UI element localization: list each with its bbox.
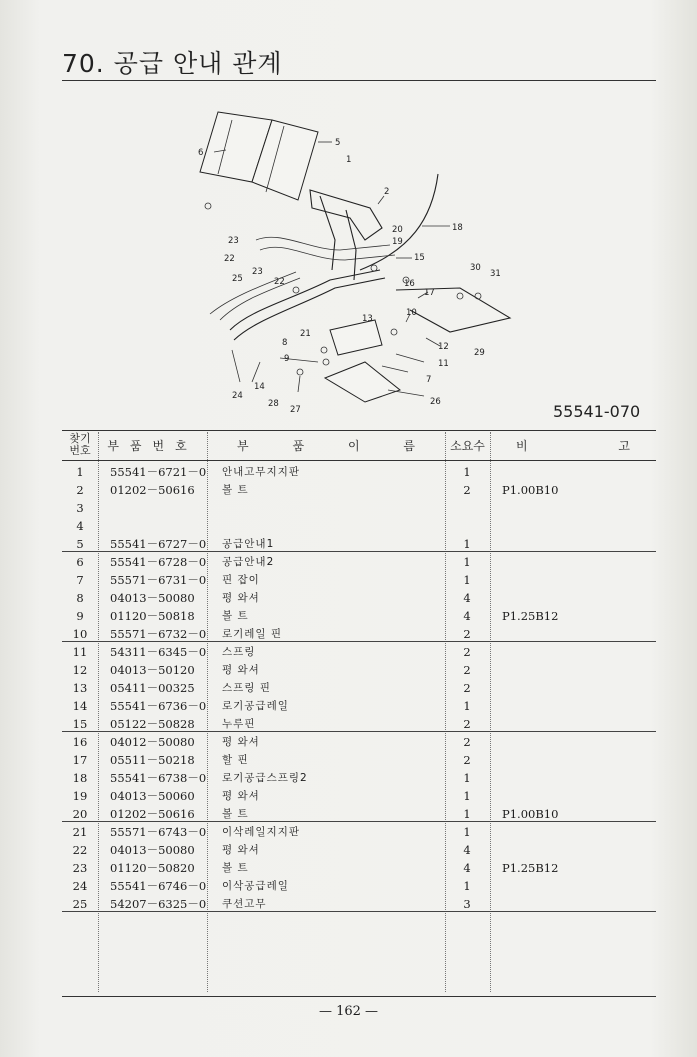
qty-cell: 1 bbox=[463, 555, 471, 569]
part-number-cell: 05411－00325 bbox=[110, 681, 195, 695]
cushion-plate-26 bbox=[325, 362, 400, 402]
ref-no-cell: 8 bbox=[76, 591, 84, 605]
ref-no-cell: 20 bbox=[72, 807, 88, 821]
parts-table bbox=[62, 430, 656, 992]
footer-rule bbox=[62, 996, 656, 997]
part-number-cell: 01202－50616 bbox=[110, 483, 195, 497]
callout-5: 5 bbox=[335, 138, 341, 148]
part-number-cell: 55571－6731－0 bbox=[110, 573, 207, 587]
ref-no-cell: 7 bbox=[76, 573, 84, 587]
part-name-cell: 핀 잡이 bbox=[222, 574, 260, 586]
ref-no-cell: 22 bbox=[72, 843, 88, 857]
ref-no-cell: 9 bbox=[76, 609, 84, 623]
part-name-cell: 쿠션고무 bbox=[222, 898, 267, 910]
callout-30: 30 bbox=[470, 263, 481, 273]
callout-17: 17 bbox=[424, 288, 435, 298]
part-name-cell: 평 와셔 bbox=[222, 592, 260, 604]
ref-no-cell: 14 bbox=[72, 699, 88, 713]
part-name-cell: 스프링 핀 bbox=[222, 682, 271, 694]
table-row bbox=[62, 787, 656, 805]
callout-27: 27 bbox=[290, 405, 301, 415]
part-name-cell: 로기레일 핀 bbox=[222, 628, 283, 640]
ref-no-cell: 5 bbox=[76, 537, 84, 551]
qty-cell: 1 bbox=[463, 825, 471, 839]
qty-cell: 2 bbox=[463, 681, 471, 695]
part-name-cell: 평 와셔 bbox=[222, 844, 260, 856]
ref-no-cell: 2 bbox=[76, 483, 84, 497]
callout-14: 14 bbox=[254, 382, 265, 392]
callout-23b: 23 bbox=[252, 267, 263, 277]
ref-no-cell: 21 bbox=[72, 825, 88, 839]
part-name-cell: 볼 트 bbox=[222, 484, 249, 496]
qty-cell: 1 bbox=[463, 879, 471, 893]
part-number-cell: 55571－6743－0 bbox=[110, 825, 207, 839]
support-plate-13 bbox=[330, 320, 382, 355]
callout-31: 31 bbox=[490, 269, 501, 279]
part-name-cell: 평 와셔 bbox=[222, 790, 260, 802]
table-header-rule bbox=[62, 460, 656, 461]
table-row bbox=[62, 553, 656, 571]
callout-22b: 22 bbox=[274, 277, 285, 287]
part-number-cell: 55541－6736－0 bbox=[110, 699, 207, 713]
remark-cell: P1.00B10 bbox=[502, 807, 559, 821]
part-number-cell: 05511－50218 bbox=[110, 753, 195, 767]
callout-24: 24 bbox=[232, 391, 243, 401]
part-name-cell: 스프링 bbox=[222, 646, 256, 658]
part-number-cell: 54207－6325－0 bbox=[110, 897, 207, 911]
table-row bbox=[62, 877, 656, 895]
callout-21: 21 bbox=[300, 329, 311, 339]
part-number-cell: 55541－6727－0 bbox=[110, 537, 207, 551]
qty-cell: 2 bbox=[463, 483, 471, 497]
part-name-cell: 이삭공급레일 bbox=[222, 880, 289, 892]
supply-rail-14 bbox=[230, 270, 380, 330]
table-row bbox=[62, 697, 656, 715]
part-number-cell: 55541－6728－0 bbox=[110, 555, 207, 569]
table-row bbox=[62, 841, 656, 859]
ref-no-cell: 16 bbox=[72, 735, 88, 749]
callout-22a: 22 bbox=[224, 254, 235, 264]
callout-7: 7 bbox=[426, 375, 432, 385]
ref-no-cell: 6 bbox=[76, 555, 84, 569]
qty-cell: 2 bbox=[463, 663, 471, 677]
part-name-cell: 볼 트 bbox=[222, 808, 249, 820]
callout-12: 12 bbox=[438, 342, 449, 352]
callout-16: 16 bbox=[404, 279, 415, 289]
callout-23a: 23 bbox=[228, 236, 239, 246]
part-number-cell: 01202－50616 bbox=[110, 807, 195, 821]
callout-6: 6 bbox=[198, 148, 204, 158]
qty-cell: 1 bbox=[463, 807, 471, 821]
callout-9: 9 bbox=[284, 354, 290, 364]
ref-no-cell: 11 bbox=[72, 645, 88, 659]
ref-no-cell: 23 bbox=[72, 861, 88, 875]
callout-2: 2 bbox=[384, 187, 390, 197]
part-number-cell: 55541－6746－0 bbox=[110, 879, 207, 893]
part-number-cell: 54311－6345－0 bbox=[110, 645, 207, 659]
part-number-cell: 01120－50818 bbox=[110, 609, 195, 623]
callout-29: 29 bbox=[474, 348, 485, 358]
part-number-cell: 55571－6732－0 bbox=[110, 627, 207, 641]
callout-8: 8 bbox=[282, 338, 288, 348]
part-name-cell: 로기공급레일 bbox=[222, 700, 289, 712]
ref-no-cell: 1 bbox=[76, 465, 84, 479]
qty-cell: 2 bbox=[463, 753, 471, 767]
ref-no-cell: 18 bbox=[72, 771, 88, 785]
qty-cell: 1 bbox=[463, 789, 471, 803]
qty-cell: 2 bbox=[463, 627, 471, 641]
curved-rail-18 bbox=[360, 174, 438, 270]
callout-11: 11 bbox=[438, 359, 449, 369]
qty-cell: 1 bbox=[463, 699, 471, 713]
callout-10: 10 bbox=[406, 308, 417, 318]
table-row bbox=[62, 661, 656, 679]
qty-cell: 2 bbox=[463, 735, 471, 749]
ref-no-cell: 4 bbox=[76, 519, 84, 533]
table-row bbox=[62, 463, 656, 481]
title-underline bbox=[62, 80, 656, 81]
part-number-cell: 04013－50080 bbox=[110, 591, 195, 605]
callout-28: 28 bbox=[268, 399, 279, 409]
qty-cell: 4 bbox=[463, 843, 471, 857]
table-row bbox=[62, 589, 656, 607]
table-row bbox=[62, 751, 656, 769]
table-row bbox=[62, 535, 656, 553]
table-row bbox=[62, 715, 656, 733]
callout-19: 19 bbox=[392, 237, 403, 247]
ref-no-cell: 10 bbox=[72, 627, 88, 641]
part-number-cell: 04013－50120 bbox=[110, 663, 195, 677]
part-name-cell: 평 와셔 bbox=[222, 736, 260, 748]
table-row bbox=[62, 895, 656, 913]
callout-20: 20 bbox=[392, 225, 403, 235]
part-number-cell: 04012－50080 bbox=[110, 735, 195, 749]
remark-cell: P1.00B10 bbox=[502, 483, 559, 497]
remark-cell: P1.25B12 bbox=[502, 861, 559, 875]
ref-no-cell: 24 bbox=[72, 879, 88, 893]
page-title: 70. 공급 안내 관계 bbox=[62, 49, 283, 78]
callout-26: 26 bbox=[430, 397, 441, 407]
qty-cell: 2 bbox=[463, 645, 471, 659]
callout-13: 13 bbox=[362, 314, 373, 324]
table-row bbox=[62, 571, 656, 589]
qty-cell: 3 bbox=[463, 897, 471, 911]
callout-1: 1 bbox=[346, 155, 352, 165]
callout-15: 15 bbox=[414, 253, 425, 263]
page-number: — 162 — bbox=[318, 1004, 379, 1019]
header-ref-no: 찾기 번호 bbox=[69, 432, 91, 457]
exploded-parts-diagram bbox=[160, 100, 520, 420]
ref-no-cell: 25 bbox=[72, 897, 88, 911]
part-name-cell: 할 핀 bbox=[222, 754, 249, 766]
part-number-cell: 55541－6738－0 bbox=[110, 771, 207, 785]
table-row bbox=[62, 643, 656, 661]
table-row bbox=[62, 769, 656, 787]
table-row bbox=[62, 805, 656, 823]
ref-no-cell: 13 bbox=[72, 681, 88, 695]
part-name-cell: 이삭레일지지판 bbox=[222, 826, 301, 838]
header-remarks: 비 고 bbox=[516, 438, 630, 453]
table-row bbox=[62, 517, 656, 535]
table-row bbox=[62, 625, 656, 643]
qty-cell: 1 bbox=[463, 771, 471, 785]
qty-cell: 4 bbox=[463, 609, 471, 623]
part-name-cell: 평 와셔 bbox=[222, 664, 260, 676]
part-name-cell: 안내고무지지판 bbox=[222, 466, 301, 478]
part-number-cell: 05122－50828 bbox=[110, 717, 195, 731]
header-part-name: 부 품 이 름 bbox=[237, 438, 415, 453]
qty-cell: 2 bbox=[463, 717, 471, 731]
part-name-cell: 로기공급스프링2 bbox=[222, 772, 308, 784]
ref-no-cell: 15 bbox=[72, 717, 88, 731]
ref-no-cell: 17 bbox=[72, 753, 88, 767]
callout-25: 25 bbox=[232, 274, 243, 284]
ref-no-cell: 12 bbox=[72, 663, 88, 677]
table-row bbox=[62, 733, 656, 751]
part-name-cell: 누루핀 bbox=[222, 718, 256, 730]
table-row bbox=[62, 499, 656, 517]
part-number-cell: 04013－50060 bbox=[110, 789, 195, 803]
ref-no-cell: 19 bbox=[72, 789, 88, 803]
table-row bbox=[62, 823, 656, 841]
qty-cell: 1 bbox=[463, 573, 471, 587]
qty-cell: 1 bbox=[463, 537, 471, 551]
part-number-cell: 04013－50080 bbox=[110, 843, 195, 857]
table-row bbox=[62, 607, 656, 625]
table-row bbox=[62, 679, 656, 697]
part-name-cell: 볼 트 bbox=[222, 862, 249, 874]
table-row bbox=[62, 859, 656, 877]
qty-cell: 4 bbox=[463, 591, 471, 605]
table-row bbox=[62, 481, 656, 499]
part-name-cell: 공급안내1 bbox=[222, 538, 275, 550]
remark-cell: P1.25B12 bbox=[502, 609, 559, 623]
header-part-number: 부품번호 bbox=[107, 438, 198, 453]
part-name-cell: 볼 트 bbox=[222, 610, 249, 622]
callout-18: 18 bbox=[452, 223, 463, 233]
ref-no-cell: 3 bbox=[76, 501, 84, 515]
header-qty: 소요수 bbox=[450, 438, 485, 453]
table-body bbox=[62, 463, 656, 913]
diagram-part-code: 55541-070 bbox=[553, 402, 641, 421]
part-number-cell: 55541－6721－0 bbox=[110, 465, 207, 479]
qty-cell: 1 bbox=[463, 465, 471, 479]
part-number-cell: 01120－50820 bbox=[110, 861, 195, 875]
part-name-cell: 공급안내2 bbox=[222, 556, 275, 568]
qty-cell: 4 bbox=[463, 861, 471, 875]
